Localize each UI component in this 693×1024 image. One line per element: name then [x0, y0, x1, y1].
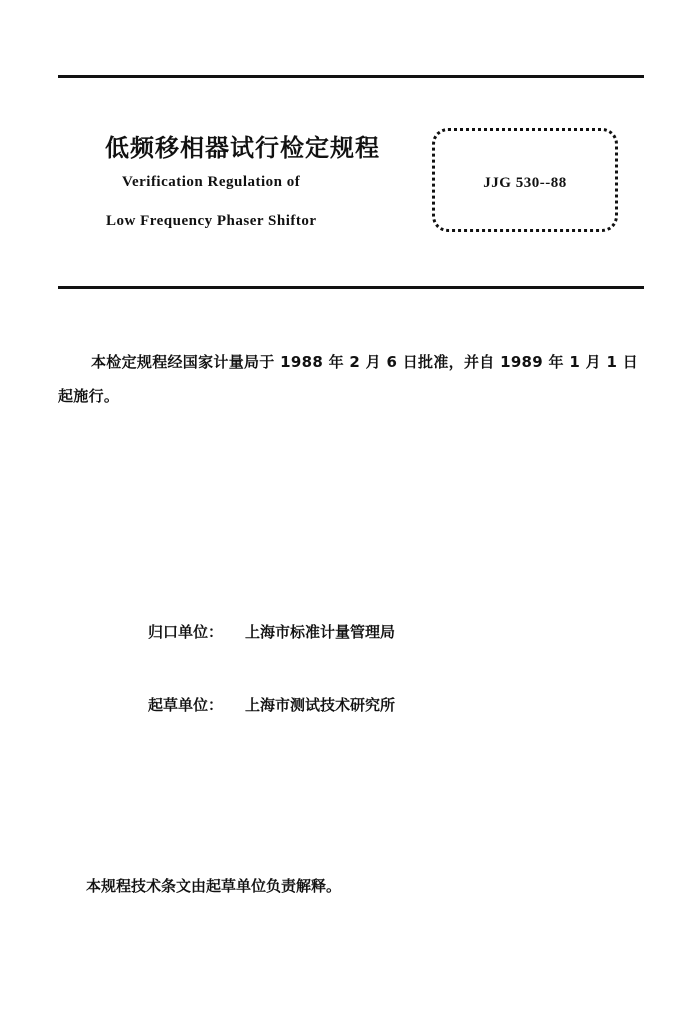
centralizing-unit-value: 上海市标准计量管理局	[245, 623, 396, 641]
document-title-english-line-2: Low Frequency Phaser Shiftor	[106, 213, 317, 229]
drafting-unit-label: 起草单位：	[148, 696, 224, 714]
drafting-unit-value: 上海市测试技术研究所	[245, 696, 396, 714]
drafting-unit-line	[148, 694, 395, 715]
top-rule	[58, 75, 644, 78]
document-title-chinese: 低频移相器试行检定规程	[105, 134, 380, 162]
bottom-rule	[58, 286, 644, 289]
approval-statement: 本检定规程经国家计量局于 1988 年 2 月 6 日批准，并自 1989 年 1 月 1 日起施行。	[58, 353, 639, 405]
regulation-code-box	[432, 128, 618, 232]
regulation-code: JJG 530--88	[483, 175, 567, 191]
document-title-english-line-1: Verification Regulation of	[122, 174, 301, 190]
centralizing-unit-line	[148, 621, 395, 642]
interpretation-note: 本规程技术条文由起草单位负责解释。	[86, 877, 342, 895]
centralizing-unit-label: 归口单位：	[148, 623, 224, 641]
